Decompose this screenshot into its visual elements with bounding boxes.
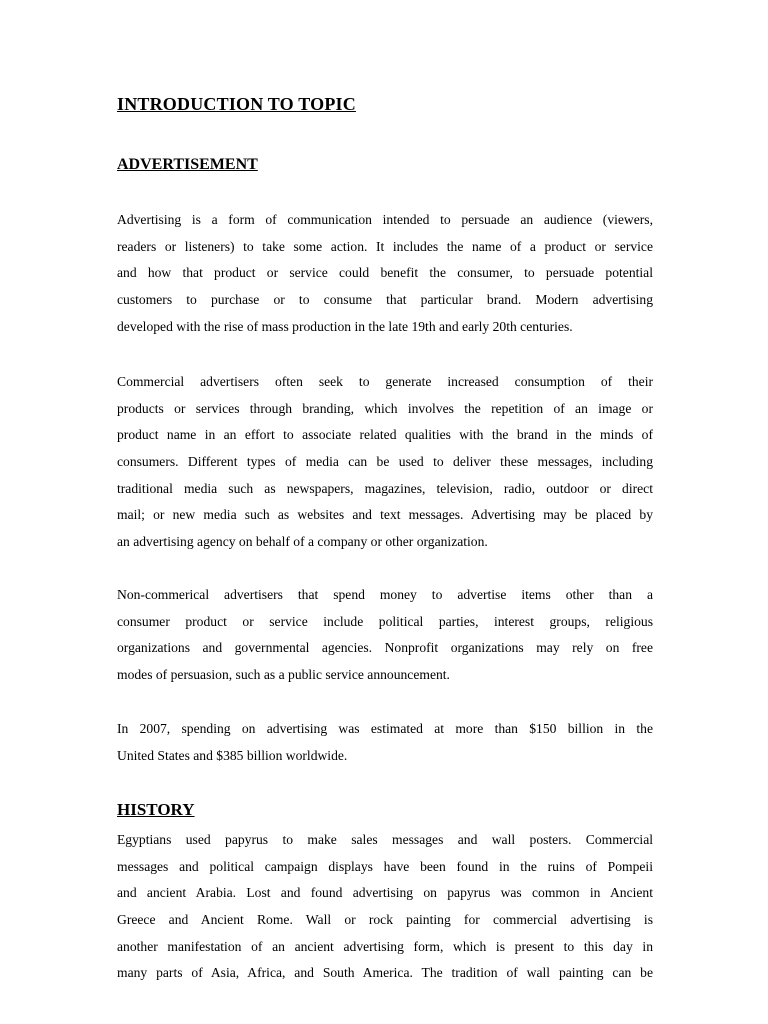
section-heading-advertisement: ADVERTISEMENT [117, 156, 258, 173]
text-line: messages and political campaign displays have been found in the ruins of Pompeii [117, 858, 653, 874]
text-line: consumers. Different types of media can be used to deliver these messages, including [117, 454, 653, 470]
paragraph-history [117, 827, 653, 987]
text-line: and how that product or service could benefit the consumer, to persuade potential [117, 265, 653, 281]
text-line: developed with the rise of mass production in the late 19th and early 20th centuries. [117, 318, 573, 334]
text-line: many parts of Asia, Africa, and South America. The tradition of wall painting can be [117, 965, 653, 981]
text-line: products or services through branding, which involves the repetition of an image or [117, 400, 653, 416]
paragraph-non-commercial [117, 582, 653, 689]
text-line: mail; or new media such as websites and text messages. Advertising may be placed by [117, 507, 653, 523]
text-line: readers or listeners) to take some action. It includes the name of a product or service [117, 238, 653, 254]
text-line: United States and $385 billion worldwide. [117, 747, 348, 763]
paragraph-spending [117, 716, 653, 769]
text-line: traditional media such as newspapers, magazines, television, radio, outdoor or direct [117, 480, 653, 496]
page-title: INTRODUCTION TO TOPIC [117, 94, 356, 114]
text-line: and ancient Arabia. Lost and found advertising on papyrus was common in Ancient [117, 885, 653, 901]
text-line: another manifestation of an ancient advertising form, which is present to this day in [117, 938, 653, 954]
paragraph-definition [117, 207, 653, 340]
text-line: consumer product or service include political parties, interest groups, religious [117, 613, 653, 629]
text-line: Commercial advertisers often seek to generate increased consumption of their [117, 374, 653, 389]
section-heading-history: HISTORY [117, 800, 195, 819]
text-line: organizations and governmental agencies. Nonprofit organizations may rely on free [117, 640, 653, 656]
text-line: customers to purchase or to consume that particular brand. Modern advertising [117, 292, 653, 308]
text-line: Greece and Ancient Rome. Wall or rock painting for commercial advertising is [117, 912, 653, 928]
text-line: product name in an effort to associate related qualities with the brand in the minds of [117, 427, 653, 443]
text-line: modes of persuasion, such as a public service announcement. [117, 667, 450, 683]
text-line: Advertising is a form of communication intended to persuade an audience (viewers, [117, 212, 653, 227]
text-line: In 2007, spending on advertising was estimated at more than $150 billion in the [117, 721, 653, 736]
paragraph-commercial [117, 369, 653, 556]
text-line: an advertising agency on behalf of a company or other organization. [117, 534, 488, 550]
text-line: Non-commerical advertisers that spend money to advertise items other than a [117, 587, 653, 602]
text-line: Egyptians used papyrus to make sales messages and wall posters. Commercial [117, 832, 653, 847]
